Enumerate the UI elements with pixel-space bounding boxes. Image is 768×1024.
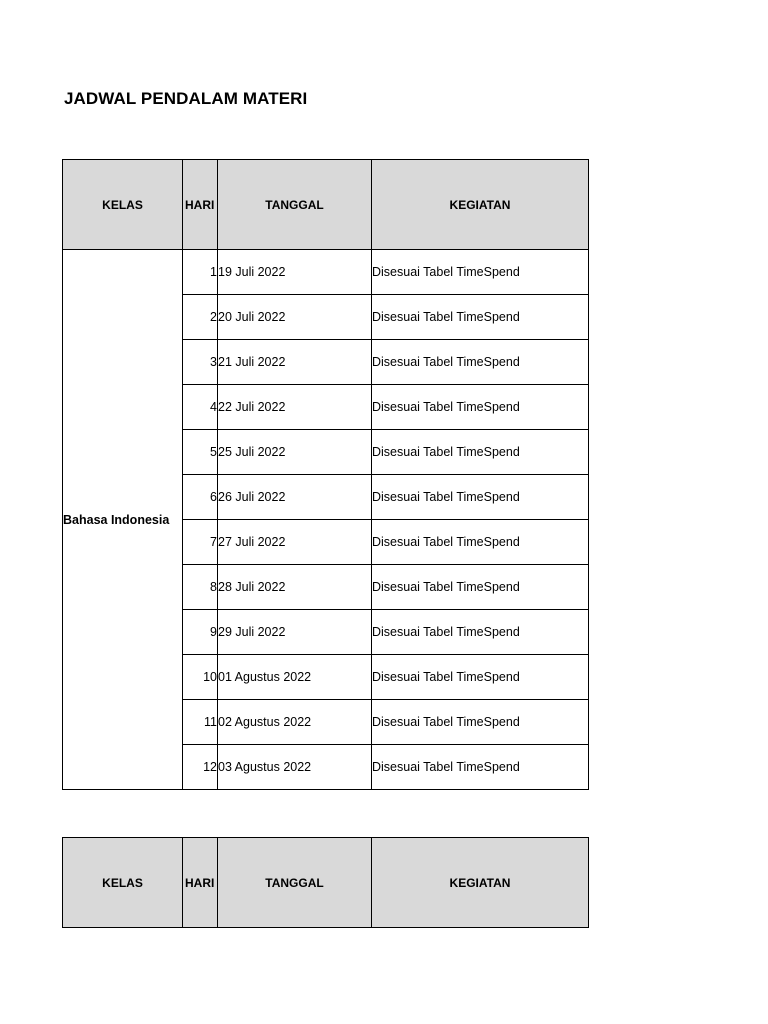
kegiatan-cell: Disesuai Tabel TimeSpend: [372, 430, 589, 475]
tanggal-cell: 25 Juli 2022: [218, 430, 372, 475]
hari-cell: 9: [183, 610, 218, 655]
tanggal-cell: 19 Juli 2022: [218, 250, 372, 295]
hari-cell: 4: [183, 385, 218, 430]
kegiatan-cell: Disesuai Tabel TimeSpend: [372, 520, 589, 565]
hari-cell: 7: [183, 520, 218, 565]
schedule-table-second: [62, 837, 589, 928]
page-title: JADWAL PENDALAM MATERI: [64, 89, 308, 108]
kegiatan-cell: Disesuai Tabel TimeSpend: [372, 295, 589, 340]
hari-cell: 12: [183, 745, 218, 790]
hari-cell: 11: [183, 700, 218, 745]
kegiatan-cell: Disesuai Tabel TimeSpend: [372, 475, 589, 520]
kegiatan-cell: Disesuai Tabel TimeSpend: [372, 745, 589, 790]
header-kelas: KELAS: [63, 838, 183, 928]
header-kegiatan: KEGIATAN: [372, 160, 589, 250]
tanggal-cell: 22 Juli 2022: [218, 385, 372, 430]
tanggal-cell: 28 Juli 2022: [218, 565, 372, 610]
schedule-table-body: [63, 250, 589, 790]
tanggal-cell: 20 Juli 2022: [218, 295, 372, 340]
table-row: [63, 250, 589, 295]
header-tanggal: TANGGAL: [218, 160, 372, 250]
header-kegiatan: KEGIATAN: [372, 838, 589, 928]
table-header-row: [63, 160, 589, 250]
tanggal-cell: 26 Juli 2022: [218, 475, 372, 520]
header-hari: HARI: [183, 160, 218, 250]
kegiatan-cell: Disesuai Tabel TimeSpend: [372, 655, 589, 700]
table-header-row: [63, 838, 589, 928]
kegiatan-cell: Disesuai Tabel TimeSpend: [372, 340, 589, 385]
tanggal-cell: 03 Agustus 2022: [218, 745, 372, 790]
kegiatan-cell: Disesuai Tabel TimeSpend: [372, 385, 589, 430]
header-kelas: KELAS: [63, 160, 183, 250]
tanggal-cell: 29 Juli 2022: [218, 610, 372, 655]
hari-cell: 6: [183, 475, 218, 520]
header-hari: HARI: [183, 838, 218, 928]
tanggal-cell: 01 Agustus 2022: [218, 655, 372, 700]
kegiatan-cell: Disesuai Tabel TimeSpend: [372, 700, 589, 745]
header-tanggal: TANGGAL: [218, 838, 372, 928]
kegiatan-cell: Disesuai Tabel TimeSpend: [372, 610, 589, 655]
hari-cell: 2: [183, 295, 218, 340]
kelas-cell: Bahasa Indonesia: [63, 250, 183, 790]
hari-cell: 3: [183, 340, 218, 385]
tanggal-cell: 02 Agustus 2022: [218, 700, 372, 745]
tanggal-cell: 27 Juli 2022: [218, 520, 372, 565]
hari-cell: 10: [183, 655, 218, 700]
schedule-table: [62, 159, 589, 790]
hari-cell: 8: [183, 565, 218, 610]
hari-cell: 1: [183, 250, 218, 295]
kegiatan-cell: Disesuai Tabel TimeSpend: [372, 565, 589, 610]
tanggal-cell: 21 Juli 2022: [218, 340, 372, 385]
hari-cell: 5: [183, 430, 218, 475]
kegiatan-cell: Disesuai Tabel TimeSpend: [372, 250, 589, 295]
